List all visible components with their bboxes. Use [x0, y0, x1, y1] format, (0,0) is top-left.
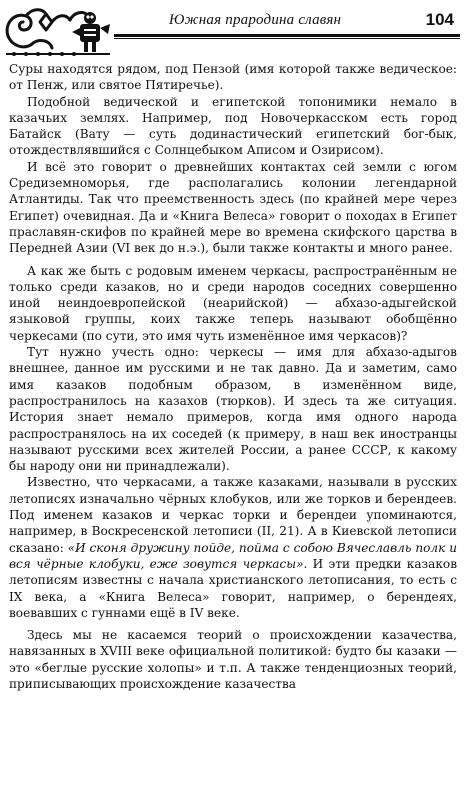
page-header [2, 2, 462, 62]
paragraph [9, 474, 457, 621]
running-title: Южная прародина славян [168, 12, 342, 28]
paragraph: Суры находятся рядом, под Пензой (имя которой также ведическое: от Пенж, или святое Пятиречье). [9, 62, 457, 93]
header-rule-thin [114, 38, 460, 39]
page-body [9, 61, 457, 692]
page-number: 104 [425, 10, 454, 29]
paragraph: И всё это говорит о древнейших контактах сей земли с югом Средиземноморья, где располагались колонии легендарной Атлантиды. Так что преемственность здесь (по крайней мере через Египет) очевидная. Да и «Книга Велеса» говорит о походах в Египет праславян-скифов по крайней мере во времена скифского царства в Передней Азии (VI век до н.э.), были также контакты и много ранее. [9, 159, 457, 256]
paragraph: Тут нужно учесть одно: черкесы — имя для абхазо-адыгов внешнее, данное им русскими и не так давно. Да и заметим, само имя казаков подобным образом, в изменённом виде, распространилось на казахов (тюрков). И здесь та же ситуация. История знает немало примеров, когда имя одного народа распространялось на их соседей (к примеру, в наш век иностранцы называют русскими всех жителей России, а ранее СССР, к какому бы народу они ни принадлежали). [9, 345, 457, 474]
header-rule [114, 34, 460, 37]
paragraph-text: . И эти предки казаков летописям известны с начала христианского летописания, то есть с IX века, а «Книга Велеса» говорит, например, о берендеях, воевавших с гуннами ещё в IV веке. [9, 556, 457, 620]
paragraph: Подобной ведической и египетской топонимики немало в казачьих землях. Например, под Новочеркасском есть город Батайск (Вату — суть додинастический египетский бог-бык, отождествлявшийся с Солнцебыком Аписом и Озирисом). [9, 94, 457, 158]
paragraph-text: Известно, что черкасами, а также казаками, называли в русских летописях изначально чёрных клобуков, или же торков и берендеев. Под именем казаков и черкас торки и берендеи упоминаются, например, в Воскресенской летописи (II, 21). А в Киевской летописи сказано: [9, 475, 457, 555]
paragraph: А как же быть с родовым именем черкасы, распространённым не только среди казаков, но и среди народов соседних совершенно иной неиндоевропейской (неарийской) — абхазо-адыгейской языковой группы, коих также теперь называют обобщённо черкесами (по сути, это имя чуть изменённое имя черкасов)? [9, 263, 457, 343]
slavic-ornament-icon [2, 2, 114, 60]
chronicle-quote: «И сконя дружину пойде, пойма с собою Вячеславль полк и вся чёрные клобуки, еже зовутся черкасы» [9, 540, 458, 571]
paragraph: Здесь мы не касаемся теорий о происхождении казачества, навязанных в XVIII веке официальной политикой: будто бы казаки — это «беглые русские холопы» и т.п. А также тенденциозных теорий, приписывающих происхождение казачества [9, 628, 457, 691]
